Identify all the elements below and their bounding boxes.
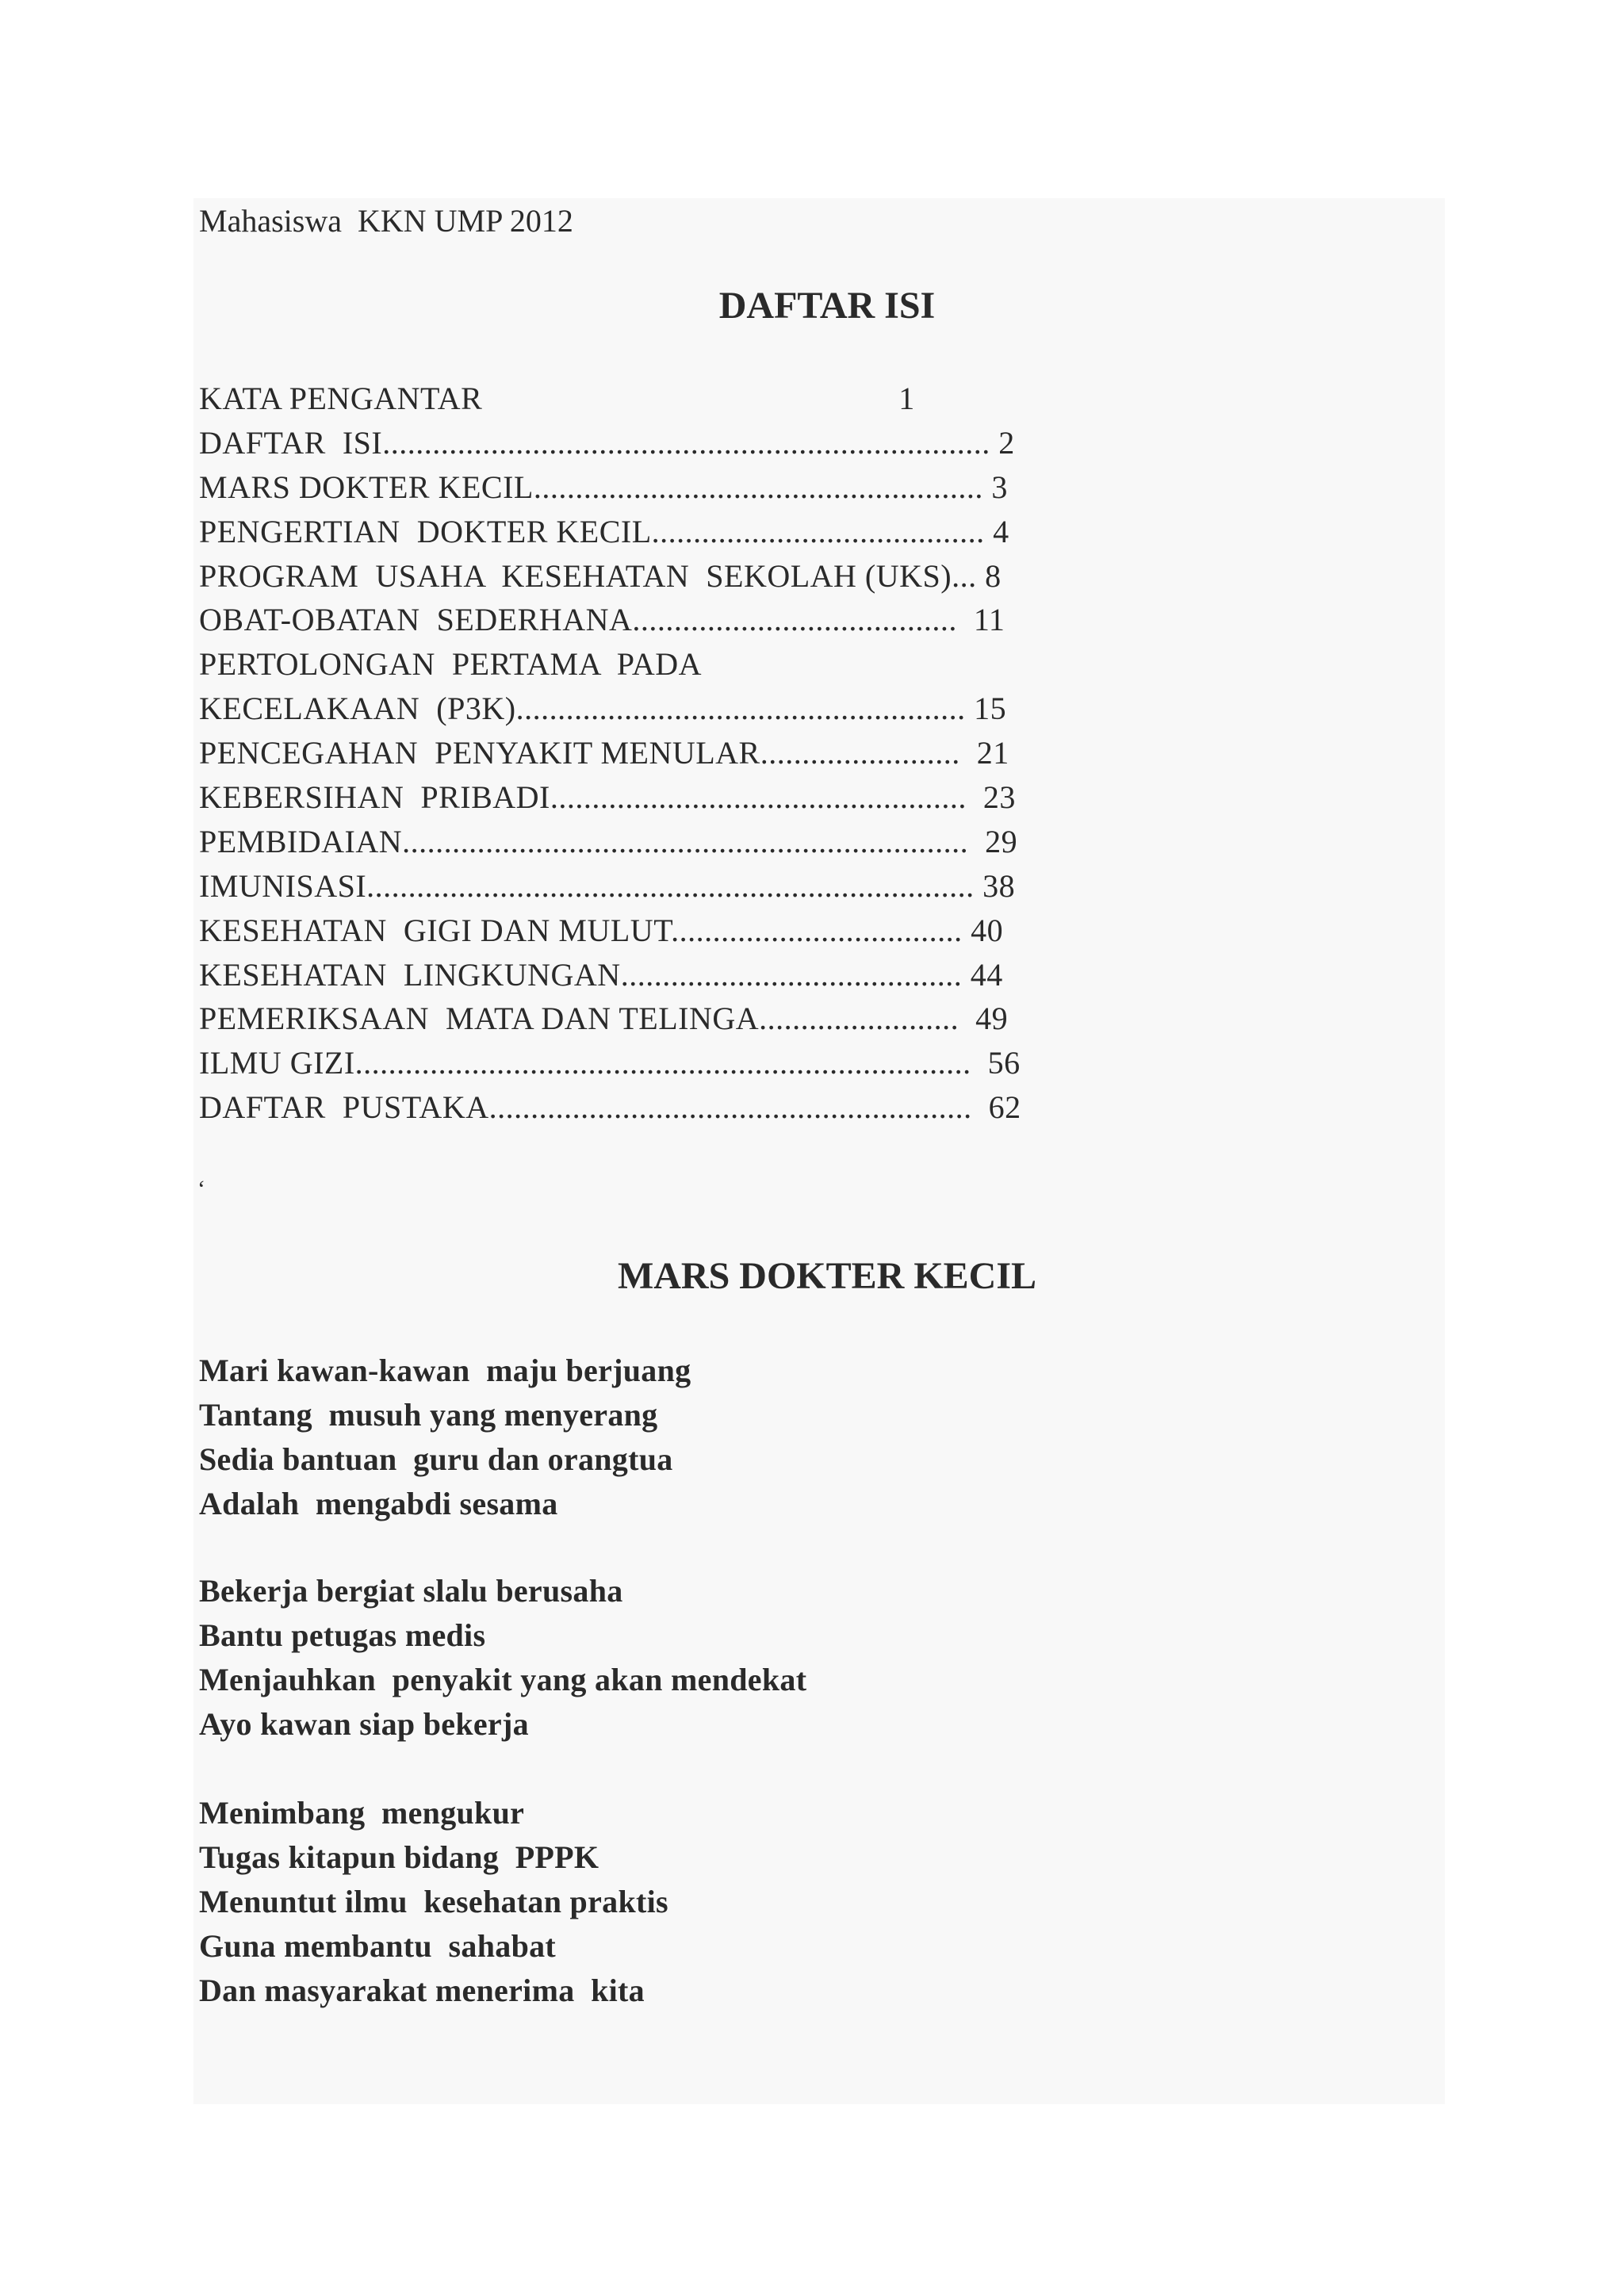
toc-entry: PROGRAM USAHA KESEHATAN SEKOLAH (UKS)... 8 <box>199 557 1002 594</box>
song-title: MARS DOKTER KECIL <box>617 1255 1037 1297</box>
song-stanza-2 <box>199 1569 806 1747</box>
toc-entry: KEBERSIHAN PRIBADI.................................................. 23 <box>199 779 1016 816</box>
lyric-line: Menuntut ilmu kesehatan praktis <box>199 1884 668 1919</box>
stray-quote-mark: ‘ <box>197 1176 205 1202</box>
toc-entry: KESEHATAN LINGKUNGAN......................................... 44 <box>199 956 1003 993</box>
lyric-line: Tugas kitapun bidang PPPK <box>199 1839 599 1875</box>
document-header: Mahasiswa KKN UMP 2012 <box>199 203 573 239</box>
lyric-line: Dan masyarakat menerima kita <box>199 1973 645 2008</box>
toc-entry: PERTOLONGAN PERTAMA PADA <box>199 646 702 683</box>
toc-entry: ILMU GIZI.......................................................................... 56 <box>199 1045 1021 1081</box>
toc-entry: MARS DOKTER KECIL...................................................... 3 <box>199 469 1008 505</box>
lyric-line: Menimbang mengukur <box>199 1795 525 1831</box>
lyric-line: Ayo kawan siap bekerja <box>199 1706 529 1742</box>
lyric-line: Sedia bantuan guru dan orangtua <box>199 1441 673 1477</box>
lyric-line: Tantang musuh yang menyerang <box>199 1397 658 1433</box>
toc-entry: DAFTAR ISI......................................................................... 2 <box>199 424 1015 461</box>
lyric-line: Bantu petugas medis <box>199 1617 486 1653</box>
toc-entry: KESEHATAN GIGI DAN MULUT................................... 40 <box>199 912 1004 948</box>
song-stanza-1 <box>199 1349 691 1526</box>
toc-entry: KECELAKAAN (P3K)...................................................... 15 <box>199 691 1007 727</box>
lyric-line: Guna membantu sahabat <box>199 1928 557 1964</box>
toc-entry: OBAT-OBATAN SEDERHANA....................................... 11 <box>199 602 1005 638</box>
toc-entry: KATA PENGANTAR 1 <box>199 381 915 416</box>
toc-list <box>199 377 1021 1130</box>
toc-entry: PEMERIKSAAN MATA DAN TELINGA........................ 49 <box>199 1001 1009 1037</box>
lyric-line: Adalah mengabdi sesama <box>199 1486 558 1521</box>
lyric-line: Bekerja bergiat slalu berusaha <box>199 1573 623 1609</box>
toc-title: DAFTAR ISI <box>718 285 936 327</box>
toc-entry: PENGERTIAN DOKTER KECIL........................................ 4 <box>199 513 1009 549</box>
toc-entry: PEMBIDAIAN.................................................................... 29 <box>199 823 1018 859</box>
lyric-line: Mari kawan-kawan maju berjuang <box>199 1353 691 1388</box>
toc-entry: PENCEGAHAN PENYAKIT MENULAR........................ 21 <box>199 735 1009 771</box>
lyric-line: Menjauhkan penyakit yang akan mendekat <box>199 1662 807 1697</box>
song-stanza-3 <box>199 1791 668 2013</box>
toc-entry: DAFTAR PUSTAKA.......................................................... 62 <box>199 1089 1021 1126</box>
toc-entry: IMUNISASI......................................................................... 38 <box>199 867 1016 904</box>
